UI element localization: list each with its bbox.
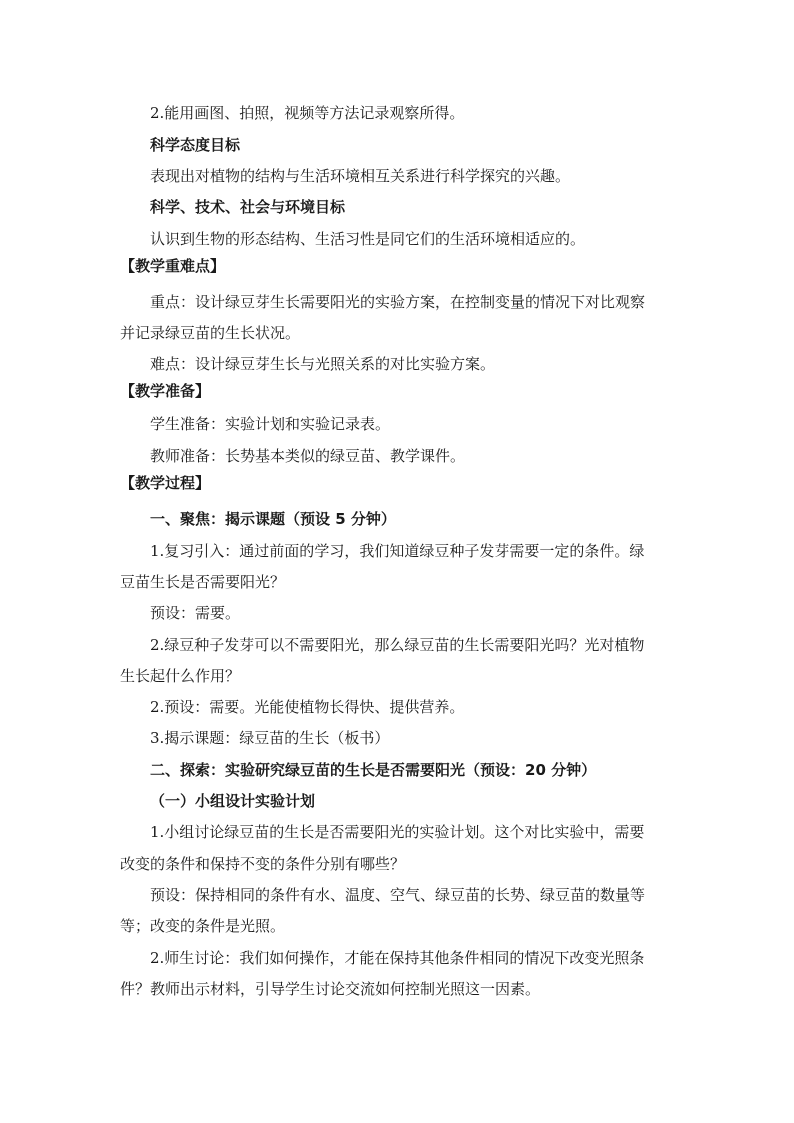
teacher-discussion-line-1: 2.师生讨论：我们如何操作，才能在保持其他条件相同的情况下改变光照条	[150, 949, 645, 967]
preset-conditions-line-1: 预设：保持相同的条件有水、温度、空气、绿豆苗的长势、绿豆苗的数量等	[150, 886, 646, 904]
group-discussion-line-1: 1.小组讨论绿豆苗的生长是否需要阳光的实验计划。这个对比实验中，需要	[150, 823, 645, 841]
section-process: 【教学过程】	[120, 474, 211, 492]
key-point-line-1: 重点：设计绿豆芽生长需要阳光的实验方案，在控制变量的情况下对比观察	[150, 293, 646, 311]
heading-group-plan: （一）小组设计实验计划	[150, 792, 316, 810]
group-discussion-line-2: 改变的条件和保持不变的条件分别有哪些？	[120, 855, 406, 873]
objective-line-2: 2.能用画图、拍照，视频等方法记录观察所得。	[150, 104, 465, 122]
section-key-points: 【教学重难点】	[120, 257, 226, 275]
question-2-line-2: 生长起什么作用？	[120, 667, 241, 685]
teacher-discussion-line-2: 件？教师出示材料，引导学生讨论交流如何控制光照这一因素。	[120, 980, 541, 998]
heading-attitude-goal: 科学态度目标	[150, 136, 241, 154]
preset-conditions-line-2: 等；改变的条件是光照。	[120, 917, 286, 935]
review-intro-line-2: 豆苗生长是否需要阳光？	[120, 573, 286, 591]
reveal-topic: 3.揭示课题：绿豆苗的生长（板书）	[150, 729, 390, 747]
heading-focus: 一、聚焦：揭示课题（预设 5 分钟）	[150, 510, 396, 528]
preset-answer-2: 2.预设：需要。光能使植物长得快、提供营养。	[150, 698, 465, 716]
section-preparation: 【教学准备】	[120, 382, 211, 400]
teacher-preparation: 教师准备：长势基本类似的绿豆苗、教学课件。	[150, 447, 466, 465]
sts-goal-text: 认识到生物的形态结构、生活习性是同它们的生活环境相适应的。	[150, 230, 586, 248]
key-point-line-2: 并记录绿豆苗的生长状况。	[120, 324, 301, 342]
question-2-line-1: 2.绿豆种子发芽可以不需要阳光，那么绿豆苗的生长需要阳光吗？光对植物	[150, 636, 645, 654]
difficult-point: 难点：设计绿豆芽生长与光照关系的对比实验方案。	[150, 355, 496, 373]
attitude-goal-text: 表现出对植物的结构与生活环境相互关系进行科学探究的兴趣。	[150, 167, 571, 185]
student-preparation: 学生准备：实验计划和实验记录表。	[150, 415, 391, 433]
preset-answer-1: 预设：需要。	[150, 604, 241, 622]
review-intro-line-1: 1.复习引入：通过前面的学习，我们知道绿豆种子发芽需要一定的条件。绿	[150, 542, 645, 560]
heading-explore: 二、探索：实验研究绿豆苗的生长是否需要阳光（预设：20 分钟）	[150, 761, 597, 779]
heading-sts-goal: 科学、技术、社会与环境目标	[150, 198, 346, 216]
